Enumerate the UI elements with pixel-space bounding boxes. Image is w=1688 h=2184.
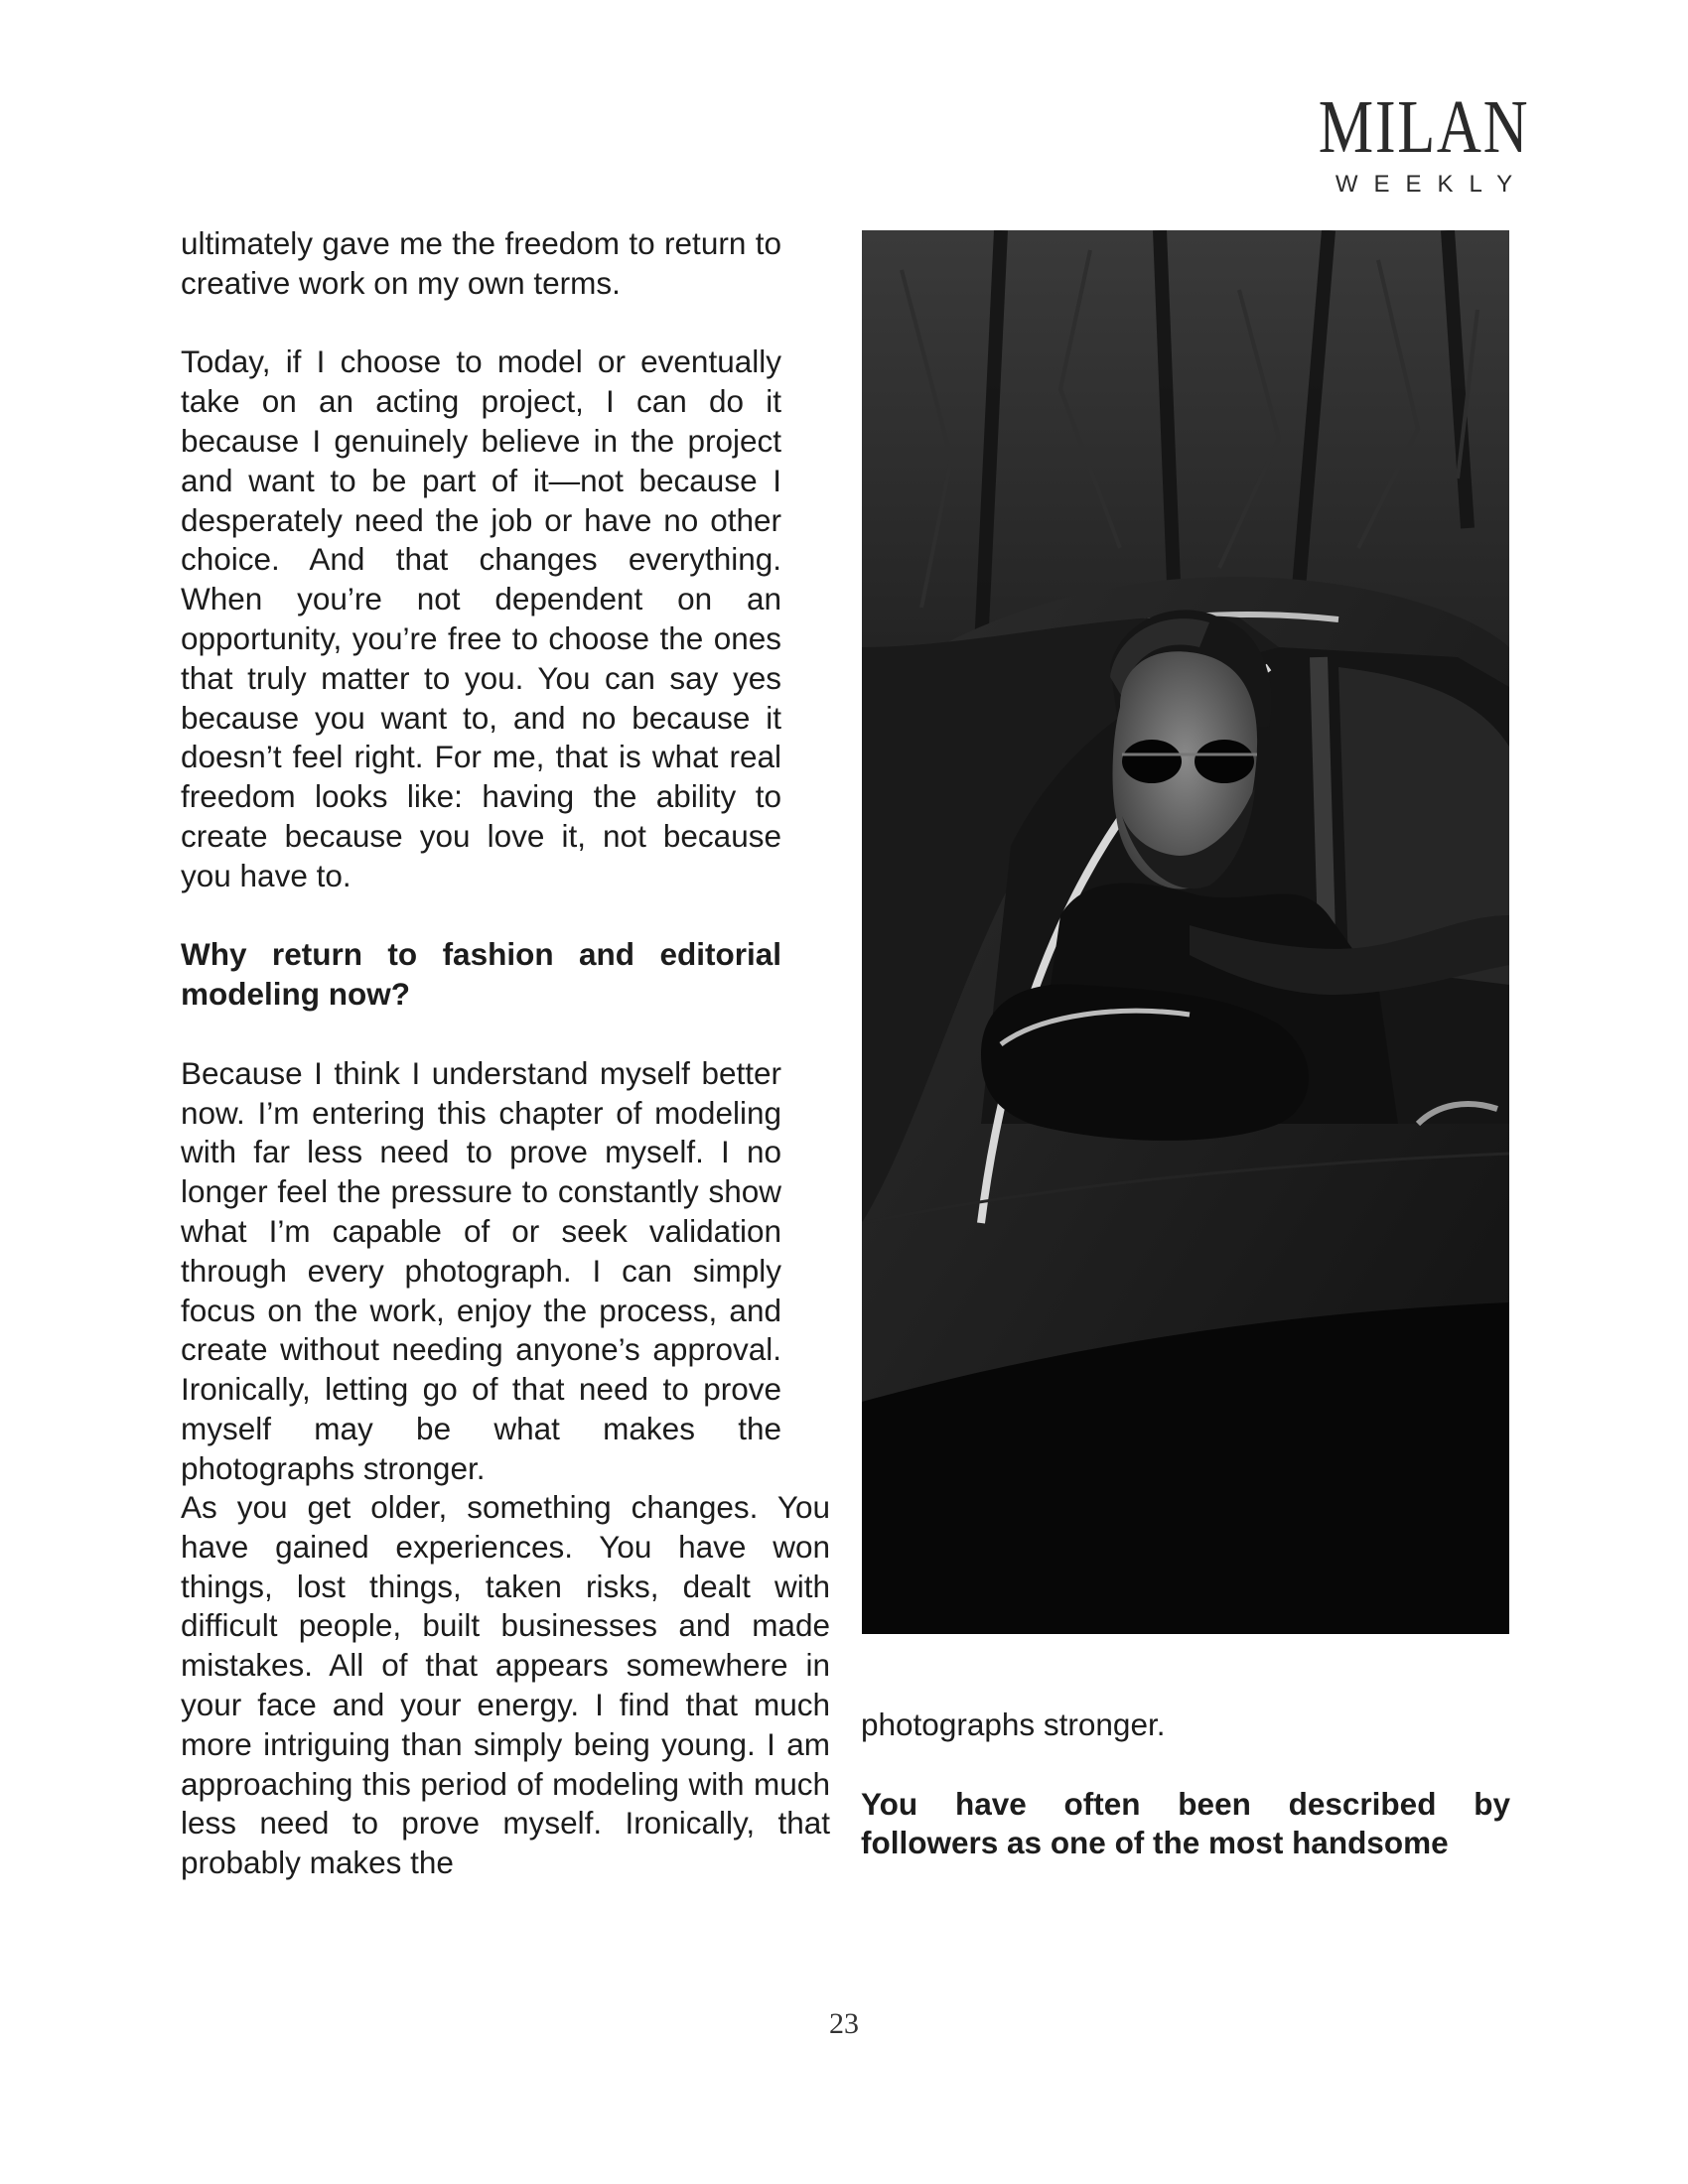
paragraph: Today, if I choose to model or eventually take on an acting project, I can do it because I genuinely believe in the project and want to be part of it—not because I desperately need the job or have no other choice. And that changes everything. When you’re not dependent on an opportunity, you’re free to choose the ones that truly matter to you. You can say yes because you want to, and no because it doesn’t feel right. For me, that is what real freedom looks like: having the ability to create because you love it, not because you have to. <box>181 343 781 893</box>
article-photo <box>862 230 1509 1634</box>
paragraph: ultimately gave me the freedom to return to creative work on my own terms. <box>181 225 781 301</box>
paragraph: Because I think I understand myself better now. I’m entering this chapter of modeling with far less need to prove myself. I no longer feel the pressure to constantly show what I’m capable of or seek validation through every photograph. I can simply focus on the work, enjoy the process, and create without needing anyone’s approval. Ironically, letting go of that need to prove myself may be what makes the photographs stronger. <box>181 1054 781 1486</box>
article-column-left-bottom <box>181 1488 830 1883</box>
masthead-brand: MILAN <box>1318 85 1530 169</box>
masthead-logo <box>1295 85 1553 199</box>
paragraph: photographs stronger. <box>861 1706 1166 1742</box>
interview-question: You have often been described by followers as one of the most handsome <box>861 1785 1510 1861</box>
article-column-left-top <box>181 224 781 1489</box>
interview-question: Why return to fashion and editorial modeling now? <box>181 936 781 1013</box>
page-number: 23 <box>829 2007 859 2040</box>
masthead-subtitle: WEEKLY <box>1335 171 1529 198</box>
article-column-right-bottom <box>861 1706 1510 1863</box>
paragraph: As you get older, something changes. You have gained experiences. You have won things, lost things, taken risks, dealt with difficult people, built businesses and made mistakes. All of that appears somewhere in your face and your energy. I find that much more intriguing than simply being young. I am approaching this period of modeling with much less need to prove myself. Ironically, that probably makes the <box>181 1489 830 1881</box>
